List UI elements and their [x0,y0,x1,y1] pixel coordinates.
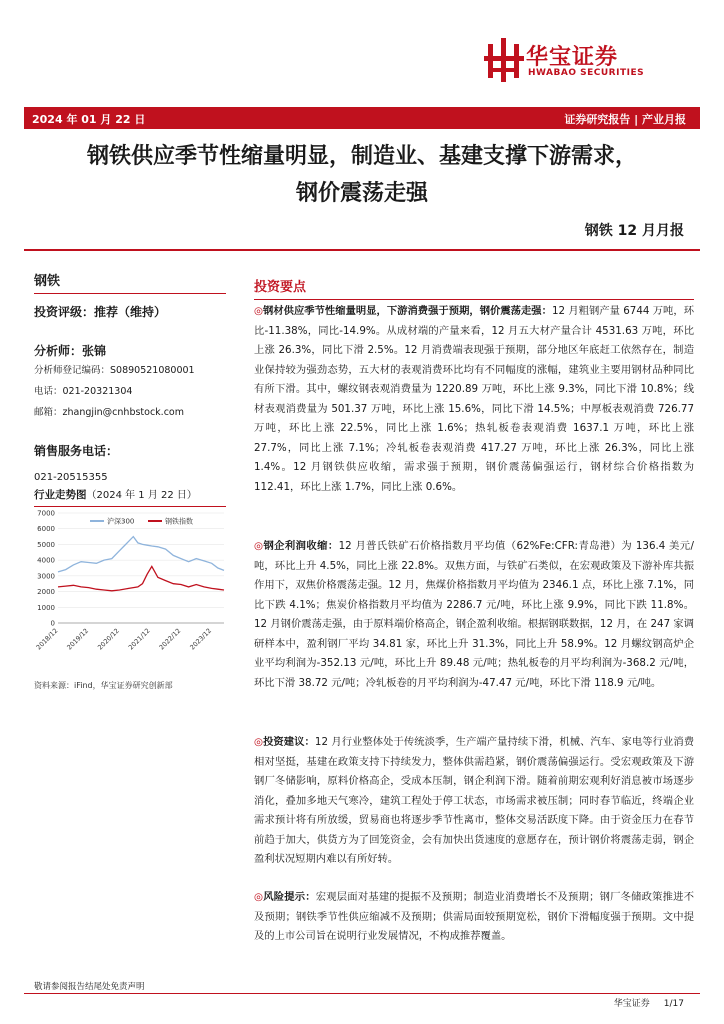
sidebar [34,270,226,483]
report-date: 2024 年 01 月 22 日 [32,113,146,126]
analyst-cert: 分析师登记编码：S0890521080001 [34,365,195,376]
chart-y-tick-label: 7000 [37,509,55,518]
chart-y-tick-label: 6000 [37,525,55,534]
page-title [10,138,714,212]
paragraph-risk-heading: 风险提示： [263,891,316,903]
chart-series-line-1 [58,566,224,590]
report-type: 证券研究报告 | 产业月报 [564,113,686,126]
chart-legend-label: 钢铁指数 [165,517,193,526]
paragraph-advice-heading: 投资建议： [263,736,315,748]
industry-trend-chart [28,505,228,670]
paragraph-profit [254,537,694,693]
footer-divider [24,993,700,994]
chart-x-tick-label: 2021/12 [126,626,152,652]
disclaimer-note: 敬请参阅报告结尾处免责声明 [34,982,145,992]
brand-name-cn: 华宝证券 [526,45,619,70]
chart-x-tick-label: 2020/12 [96,626,121,652]
title-line-2: 钢价震荡走强 [295,180,428,206]
paragraph-supply-text: 12 月粗钢产量 6744 万吨，环比-11.38%，同比-14.9%。从成材端的产量来看，12 月五大材产量合计 4531.63 万吨，环比上涨 26.3%，同比下滑 2.5%。12 月消费端表现强于预期，部分地区年底赶工依然存在，制造业保持较为强劲态势，五大材的表观消费环比均有不同幅度的涨幅，建筑业主要用钢材品种同比有所下滑。其中，螺纹钢表观消费量为 1220.89 万吨，环比上涨 9.3%，同比下滑 10.8%；线材表观消费量为 501.37 万吨，环比上涨 15.6%，同比下滑 14.5%；中厚板表观消费 726.77 万吨，环比上涨 22.5%，同比上涨 1.6%；热轧板卷表观消费 1637.1 万吨，环比上涨 27.7%，同比上涨 7.1%；冷轧板卷表观消费 417.27 万吨，环比上涨 26.3%，同比上涨 1.4%。12 月钢铁供应收缩，需求强于预期，钢价震荡偏强运行，钢材综合价格指数为 112.41，环比上涨 1.7%，同比上涨 0.6%。 [254,305,694,493]
page-number: 1/17 [663,999,684,1009]
bullet-icon: ◎ [254,736,264,748]
brand-logo [484,38,684,82]
paragraph-risk-text: 宏观层面对基建的提振不及预期；制造业消费增长不及预期；钢厂冬储政策推进不及预期；钢铁季节性供应缩减不及预期；供需局面较预期宽松，钢价下滑幅度强于预期。文中提及的上市公司旨在说明行业发展情况，不构成推荐覆盖。 [254,891,694,942]
chart-series-line-0 [58,537,224,572]
page-subtitle: 钢铁 12 月月报 [584,223,684,239]
chart-title-text: 行业走势图 [34,489,87,501]
chart-y-tick-label: 4000 [37,556,55,565]
chart-x-tick-label: 2018/12 [34,626,60,652]
chart-y-tick-label: 3000 [37,572,55,581]
chart-x-tick-label: 2022/12 [157,626,183,652]
brand-name-en: HWABAO SECURITIES [528,68,645,78]
paragraph-profit-heading: 钢企利润收缩： [263,540,339,552]
sales-phone: 021-20515355 [34,472,108,483]
bullet-icon: ◎ [254,891,264,903]
header-bar [24,107,700,129]
title-line-1: 钢铁供应季节性缩量明显，制造业、基建支撑下游需求， [86,143,637,169]
chart-legend-label: 沪深300 [107,517,135,526]
chart-y-tick-label: 5000 [37,540,55,549]
chart-title-date: （2024 年 1 月 22 日） [86,490,197,501]
chart-title [34,486,226,507]
hwabao-logo-icon [484,38,524,82]
footer [614,996,684,1009]
footer-brand: 华宝证券 [613,999,650,1009]
section-title: 投资要点 [254,276,694,300]
paragraph-advice-text: 12 月行业整体处于传统淡季，生产端产量持续下滑，机械、汽车、家电等行业消费相对坚挺，基建在政策支持下持续发力，整体供需趋紧，钢价震荡偏强运行。受宏观政策及下游钢厂冬储影响，原料价格高企，受成本压制，钢企利润下滑。随着前期宏观利好消息被市场逐步消化，叠加多地天气寒冷，建筑工程处于停工状态，市场需求被压制；同时春节临近，终端企业需求预计将有所放缓，贸易商也将逐步季节性离市，整体交易活跃度下降。由于资金压力在春节前趋于加大，供货方为了回笼资金，会有加快出货速度的意愿存在，预计钢价将震荡走弱，钢企盈利状况短期内难以有所好转。 [254,736,695,865]
paragraph-advice [254,733,694,870]
chart-y-tick-label: 0 [50,619,55,628]
analyst-info [34,360,226,423]
paragraph-supply [254,302,694,497]
analyst-phone: 电话：021-20321304 [34,386,133,397]
paragraph-supply-heading: 钢材供应季节性缩量明显，下游消费强于预期，钢价震荡走强： [263,305,552,317]
chart-y-tick-label: 2000 [37,588,55,597]
chart-y-tick-label: 1000 [37,603,55,612]
paragraph-profit-text: 12 月普氏铁矿石价格指数月平均值（62%Fe:CFR:青岛港）为 136.4 美元/吨，环比上升 4.5%，同比上涨 22.8%。双焦方面，与铁矿石类似，在宏观政策及下游补库共振作用下，双焦价格震荡走强。12 月，焦煤价格指数月平均值为 2346.1 点，环比上涨 7.1%，同比下跌 4.1%；焦炭价格指数月平均值为 2286.7 元/吨，环比上涨 9.9%，同比下跌 11.8%。12 月钢价震荡走强，由于原料端价格高企，钢企盈利收缩。根据钢联数据，12 月，在 247 家调研样本中，盈利钢厂平均 34.81 家，环比上升 31.3%，同比上升 58.9%。12 月螺纹钢高炉企业平均利润为-352.13 元/吨，环比上升 89.48 元/吨；热轧板卷的月平均利润为-368.2 元/吨，环比下滑 38.72 元/吨；冷轧板卷的月平均利润为-47.47 元/吨，环比下滑 118.9 元/吨。 [254,540,694,689]
sales-label: 销售服务电话： [34,444,119,458]
title-divider [24,249,700,251]
bullet-icon: ◎ [254,305,264,317]
analyst-email[interactable]: 邮箱：zhangjin@cnhbstock.com [34,407,184,418]
chart-x-tick-label: 2019/12 [65,626,91,652]
analyst-name: 分析师：张锦 [34,344,107,358]
paragraph-risk [254,888,694,947]
chart-x-tick-label: 2023/12 [188,626,214,652]
main-content [254,276,694,300]
bullet-icon: ◎ [254,540,264,552]
investment-rating: 投资评级：推荐（维持） [34,305,167,319]
industry-label: 钢铁 [34,270,226,294]
chart-source: 资料来源：iFind，华宝证券研究创新部 [34,681,173,690]
